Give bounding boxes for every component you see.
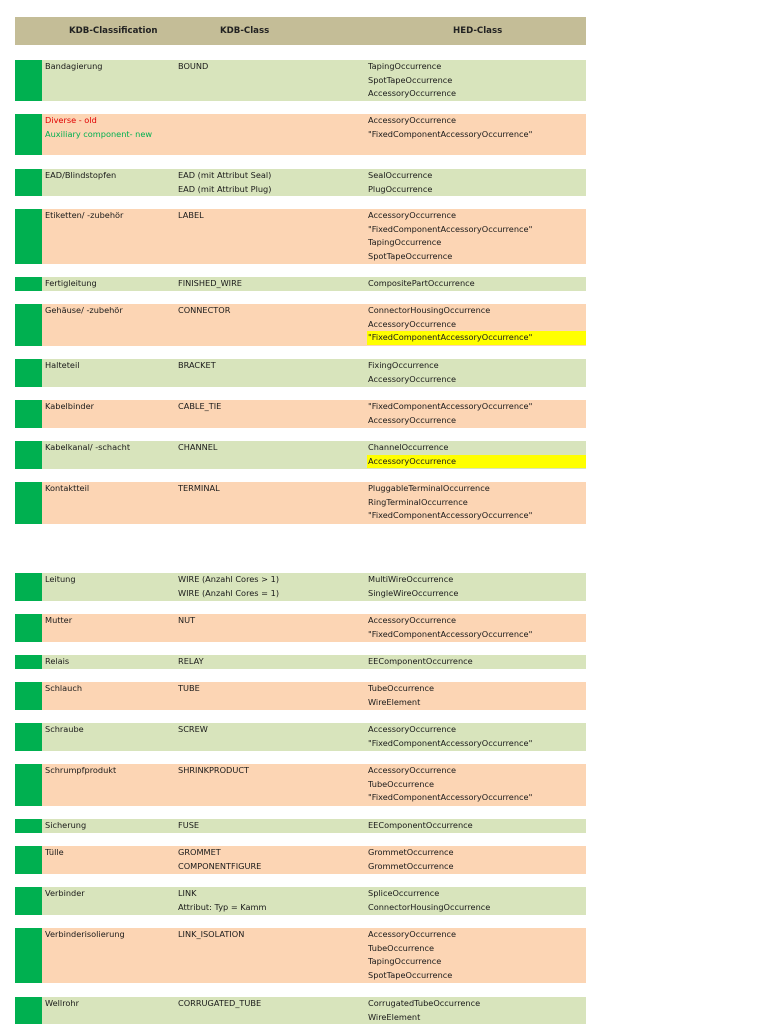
kdb-class-cell bbox=[177, 614, 367, 628]
kdb-class-text: FUSE bbox=[178, 820, 200, 830]
hed-class-cell bbox=[367, 60, 586, 101]
table-row bbox=[15, 209, 586, 264]
hed-class-cell bbox=[367, 400, 586, 427]
hed-class-cell bbox=[367, 441, 586, 468]
classification-text: Verbinderisolierung bbox=[45, 929, 125, 939]
classification-text: Bandagierung bbox=[45, 61, 103, 71]
kdb-class-cell bbox=[177, 304, 367, 318]
table-row bbox=[15, 723, 586, 751]
classification-text: Gehäuse/ -zubehör bbox=[45, 305, 123, 315]
kdb-class-cell bbox=[177, 573, 367, 600]
table-row bbox=[15, 655, 586, 669]
row-marker bbox=[15, 277, 42, 291]
hed-class-text: SingleWireOccurrence bbox=[368, 587, 459, 598]
hed-class-text: TapingOccurrence bbox=[368, 956, 442, 967]
kdb-class-text: WIRE (Anzahl Cores = 1) bbox=[178, 587, 280, 598]
hed-class-text: PluggableTerminalOccurrence bbox=[368, 483, 490, 493]
classification-cell bbox=[44, 682, 174, 696]
hed-class-text: AccessoryOccurrence bbox=[368, 414, 457, 425]
header-kdb-class: KDB-Class bbox=[220, 26, 270, 36]
classification-text: Kabelbinder bbox=[45, 401, 95, 411]
kdb-class-cell bbox=[177, 482, 367, 496]
hed-class-text: EEComponentOccurrence bbox=[368, 656, 473, 666]
kdb-class-text: Attribut: Typ = Kamm bbox=[178, 901, 267, 912]
hed-class-text: ConnectorHousingOccurrence bbox=[368, 901, 491, 912]
hed-class-text: GrommetOccurrence bbox=[368, 860, 454, 871]
table-row bbox=[15, 359, 586, 387]
hed-class-text: "FixedComponentAccessoryOccurrence" bbox=[368, 128, 533, 139]
table-row bbox=[15, 819, 586, 833]
row-marker bbox=[15, 482, 42, 524]
classification-text: Schraube bbox=[45, 724, 84, 734]
kdb-class-cell bbox=[177, 846, 367, 873]
table-row bbox=[15, 482, 586, 524]
table-row bbox=[15, 887, 586, 915]
hed-class-cell bbox=[367, 359, 586, 386]
kdb-class-text: BRACKET bbox=[178, 360, 216, 370]
classification-cell bbox=[44, 997, 174, 1011]
classification-cell bbox=[44, 655, 174, 669]
hed-class-cell bbox=[367, 846, 586, 873]
kdb-class-text: LABEL bbox=[178, 210, 204, 220]
classification-text: Schlauch bbox=[45, 683, 83, 693]
table-row bbox=[15, 764, 586, 806]
kdb-class-text: CORRUGATED_TUBE bbox=[178, 998, 262, 1008]
table-row bbox=[15, 169, 586, 196]
classification-cell bbox=[44, 928, 174, 942]
hed-class-cell bbox=[367, 764, 586, 805]
hed-class-text: AccessoryOccurrence bbox=[368, 318, 457, 329]
classification-text: Halteteil bbox=[45, 360, 80, 370]
kdb-class-text: SCREW bbox=[178, 724, 208, 734]
kdb-class-cell bbox=[177, 60, 367, 74]
kdb-class-text: CHANNEL bbox=[178, 442, 218, 452]
kdb-class-text: SHRINKPRODUCT bbox=[178, 765, 250, 775]
hed-class-cell bbox=[367, 573, 586, 600]
classification-cell bbox=[44, 277, 174, 291]
hed-class-text: "FixedComponentAccessoryOccurrence" bbox=[368, 401, 533, 411]
row-marker bbox=[15, 997, 42, 1024]
hed-class-text: PlugOccurrence bbox=[368, 183, 433, 194]
row-marker bbox=[15, 169, 42, 196]
hed-class-text: AccessoryOccurrence bbox=[368, 115, 457, 125]
table-row bbox=[15, 60, 586, 101]
classification-cell bbox=[44, 209, 174, 223]
kdb-class-text: COMPONENTFIGURE bbox=[178, 860, 262, 871]
row-marker bbox=[15, 304, 42, 346]
row-marker bbox=[15, 209, 42, 264]
classification-cell bbox=[44, 573, 174, 587]
hed-class-text: RingTerminalOccurrence bbox=[368, 496, 468, 507]
hed-class-cell bbox=[367, 682, 586, 709]
classification-cell bbox=[44, 114, 174, 141]
kdb-class-cell bbox=[177, 359, 367, 373]
table-row bbox=[15, 114, 586, 155]
hed-class-text: WireElement bbox=[368, 1011, 421, 1022]
row-marker bbox=[15, 614, 42, 642]
kdb-class-cell bbox=[177, 209, 367, 223]
hed-class-cell bbox=[367, 928, 586, 983]
classification-text: Verbinder bbox=[45, 888, 85, 898]
row-marker bbox=[15, 573, 42, 601]
hed-class-text: AccessoryOccurrence bbox=[368, 373, 457, 384]
hed-class-text: SpotTapeOccurrence bbox=[368, 251, 453, 262]
classification-text: Kontaktteil bbox=[45, 483, 90, 493]
classification-cell bbox=[44, 846, 174, 860]
classification-text: Auxiliary component- new bbox=[45, 128, 153, 139]
kdb-class-text: FINISHED_WIRE bbox=[178, 278, 242, 288]
table-row bbox=[15, 614, 586, 642]
hed-class-cell bbox=[367, 482, 586, 523]
kdb-class-text: TUBE bbox=[178, 683, 200, 693]
classification-cell bbox=[44, 482, 174, 496]
classification-cell bbox=[44, 819, 174, 833]
kdb-class-text: LINK bbox=[178, 888, 197, 898]
header-hed-class: HED-Class bbox=[453, 26, 503, 36]
hed-class-text: TapingOccurrence bbox=[368, 61, 442, 71]
hed-class-cell bbox=[367, 209, 586, 264]
classification-cell bbox=[44, 400, 174, 414]
hed-class-text: FixingOccurrence bbox=[368, 360, 439, 370]
classification-cell bbox=[44, 169, 174, 183]
row-marker bbox=[15, 682, 42, 710]
classification-cell bbox=[44, 359, 174, 373]
hed-class-text: AccessoryOccurrence bbox=[368, 210, 457, 220]
table-row bbox=[15, 997, 586, 1024]
kdb-class-text: EAD (mit Attribut Seal) bbox=[178, 170, 272, 180]
kdb-class-cell bbox=[177, 764, 367, 778]
classification-cell bbox=[44, 441, 174, 455]
hed-class-cell bbox=[367, 819, 586, 833]
kdb-class-cell bbox=[177, 997, 367, 1011]
kdb-class-text: GROMMET bbox=[178, 847, 221, 857]
classification-cell bbox=[44, 60, 174, 74]
hed-class-cell bbox=[367, 304, 586, 345]
row-marker bbox=[15, 723, 42, 751]
kdb-class-cell bbox=[177, 819, 367, 833]
hed-class-text-highlighted: AccessoryOccurrence bbox=[367, 455, 586, 469]
kdb-class-cell bbox=[177, 723, 367, 737]
kdb-class-cell bbox=[177, 441, 367, 455]
kdb-class-cell bbox=[177, 400, 367, 414]
hed-class-text: ChannelOccurrence bbox=[368, 442, 449, 452]
hed-class-text: WireElement bbox=[368, 696, 421, 707]
classification-text: Schrumpfprodukt bbox=[45, 765, 117, 775]
table-row bbox=[15, 573, 586, 601]
row-marker bbox=[15, 928, 42, 983]
hed-class-text: AccessoryOccurrence bbox=[368, 929, 457, 939]
hed-class-text: ConnectorHousingOccurrence bbox=[368, 305, 491, 315]
hed-class-text: "FixedComponentAccessoryOccurrence" bbox=[368, 223, 533, 234]
table-row bbox=[15, 928, 586, 983]
classification-text: Tülle bbox=[45, 847, 64, 857]
row-marker bbox=[15, 400, 42, 428]
hed-class-text: "FixedComponentAccessoryOccurrence" bbox=[368, 628, 533, 639]
table-row bbox=[15, 846, 586, 874]
classification-text: Etiketten/ -zubehör bbox=[45, 210, 124, 220]
hed-class-text: TapingOccurrence bbox=[368, 237, 442, 248]
hed-class-text: GrommetOccurrence bbox=[368, 847, 454, 857]
classification-text: EAD/Blindstopfen bbox=[45, 170, 117, 180]
row-marker bbox=[15, 441, 42, 469]
hed-class-cell bbox=[367, 114, 586, 141]
row-marker bbox=[15, 60, 42, 101]
classification-text: Relais bbox=[45, 656, 70, 666]
header-kdb-classification: KDB-Classification bbox=[69, 26, 158, 36]
classification-cell bbox=[44, 887, 174, 901]
kdb-class-text: RELAY bbox=[178, 656, 204, 666]
hed-class-text: SpliceOccurrence bbox=[368, 888, 440, 898]
hed-class-text: SpotTapeOccurrence bbox=[368, 970, 453, 981]
hed-class-text: AccessoryOccurrence bbox=[368, 765, 457, 775]
table-row bbox=[15, 400, 586, 428]
kdb-class-cell bbox=[177, 169, 367, 196]
row-marker bbox=[15, 655, 42, 669]
hed-class-text: TubeOccurrence bbox=[368, 778, 434, 789]
hed-class-text: "FixedComponentAccessoryOccurrence" bbox=[368, 737, 533, 748]
row-marker bbox=[15, 887, 42, 915]
classification-cell bbox=[44, 614, 174, 628]
classification-cell bbox=[44, 723, 174, 737]
kdb-class-cell bbox=[177, 682, 367, 696]
hed-class-text: TubeOccurrence bbox=[368, 942, 434, 953]
hed-class-text: AccessoryOccurrence bbox=[368, 88, 457, 99]
hed-class-cell bbox=[367, 723, 586, 750]
classification-text: Mutter bbox=[45, 615, 73, 625]
row-marker bbox=[15, 359, 42, 387]
classification-cell bbox=[44, 764, 174, 778]
row-marker bbox=[15, 114, 42, 155]
kdb-class-text: NUT bbox=[178, 615, 196, 625]
classification-text: Wellrohr bbox=[45, 998, 79, 1008]
kdb-class-text: BOUND bbox=[178, 61, 209, 71]
kdb-class-text: TERMINAL bbox=[178, 483, 220, 493]
row-marker bbox=[15, 819, 42, 833]
table-row bbox=[15, 441, 586, 469]
table-header bbox=[15, 17, 586, 45]
row-marker bbox=[15, 764, 42, 806]
kdb-class-cell bbox=[177, 655, 367, 669]
hed-class-cell bbox=[367, 997, 586, 1024]
hed-class-text: TubeOccurrence bbox=[368, 683, 434, 693]
table-row bbox=[15, 304, 586, 346]
row-marker bbox=[15, 846, 42, 874]
hed-class-cell bbox=[367, 655, 586, 669]
table-row bbox=[15, 277, 586, 291]
kdb-class-text: CABLE_TIE bbox=[178, 401, 222, 411]
kdb-class-text: LINK_ISOLATION bbox=[178, 929, 245, 939]
kdb-class-text: EAD (mit Attribut Plug) bbox=[178, 183, 272, 194]
kdb-class-text: WIRE (Anzahl Cores > 1) bbox=[178, 574, 280, 584]
hed-class-text: EEComponentOccurrence bbox=[368, 820, 473, 830]
kdb-class-cell bbox=[177, 277, 367, 291]
hed-class-cell bbox=[367, 169, 586, 196]
classification-cell bbox=[44, 304, 174, 318]
hed-class-text: SpotTapeOccurrence bbox=[368, 74, 453, 85]
kdb-class-cell bbox=[177, 887, 367, 914]
hed-class-cell bbox=[367, 277, 586, 291]
hed-class-text-highlighted: "FixedComponentAccessoryOccurrence" bbox=[367, 331, 586, 345]
hed-class-cell bbox=[367, 887, 586, 914]
hed-class-text: AccessoryOccurrence bbox=[368, 615, 457, 625]
hed-class-text: SealOccurrence bbox=[368, 170, 433, 180]
hed-class-text: "FixedComponentAccessoryOccurrence" bbox=[368, 510, 533, 521]
classification-text: Kabelkanal/ -schacht bbox=[45, 442, 131, 452]
classification-text: Sicherung bbox=[45, 820, 87, 830]
kdb-class-cell bbox=[177, 928, 367, 942]
hed-class-text: AccessoryOccurrence bbox=[368, 724, 457, 734]
hed-class-text: CorrugatedTubeOccurrence bbox=[368, 998, 481, 1008]
classification-text: Fertigleitung bbox=[45, 278, 97, 288]
hed-class-cell bbox=[367, 614, 586, 641]
hed-class-text: "FixedComponentAccessoryOccurrence" bbox=[368, 792, 533, 803]
table-row bbox=[15, 682, 586, 710]
hed-class-text: MultiWireOccurrence bbox=[368, 574, 454, 584]
hed-class-text: CompositePartOccurrence bbox=[368, 278, 475, 288]
classification-text: Leitung bbox=[45, 574, 76, 584]
kdb-class-text: CONNECTOR bbox=[178, 305, 231, 315]
classification-text: Diverse - old bbox=[45, 115, 97, 125]
